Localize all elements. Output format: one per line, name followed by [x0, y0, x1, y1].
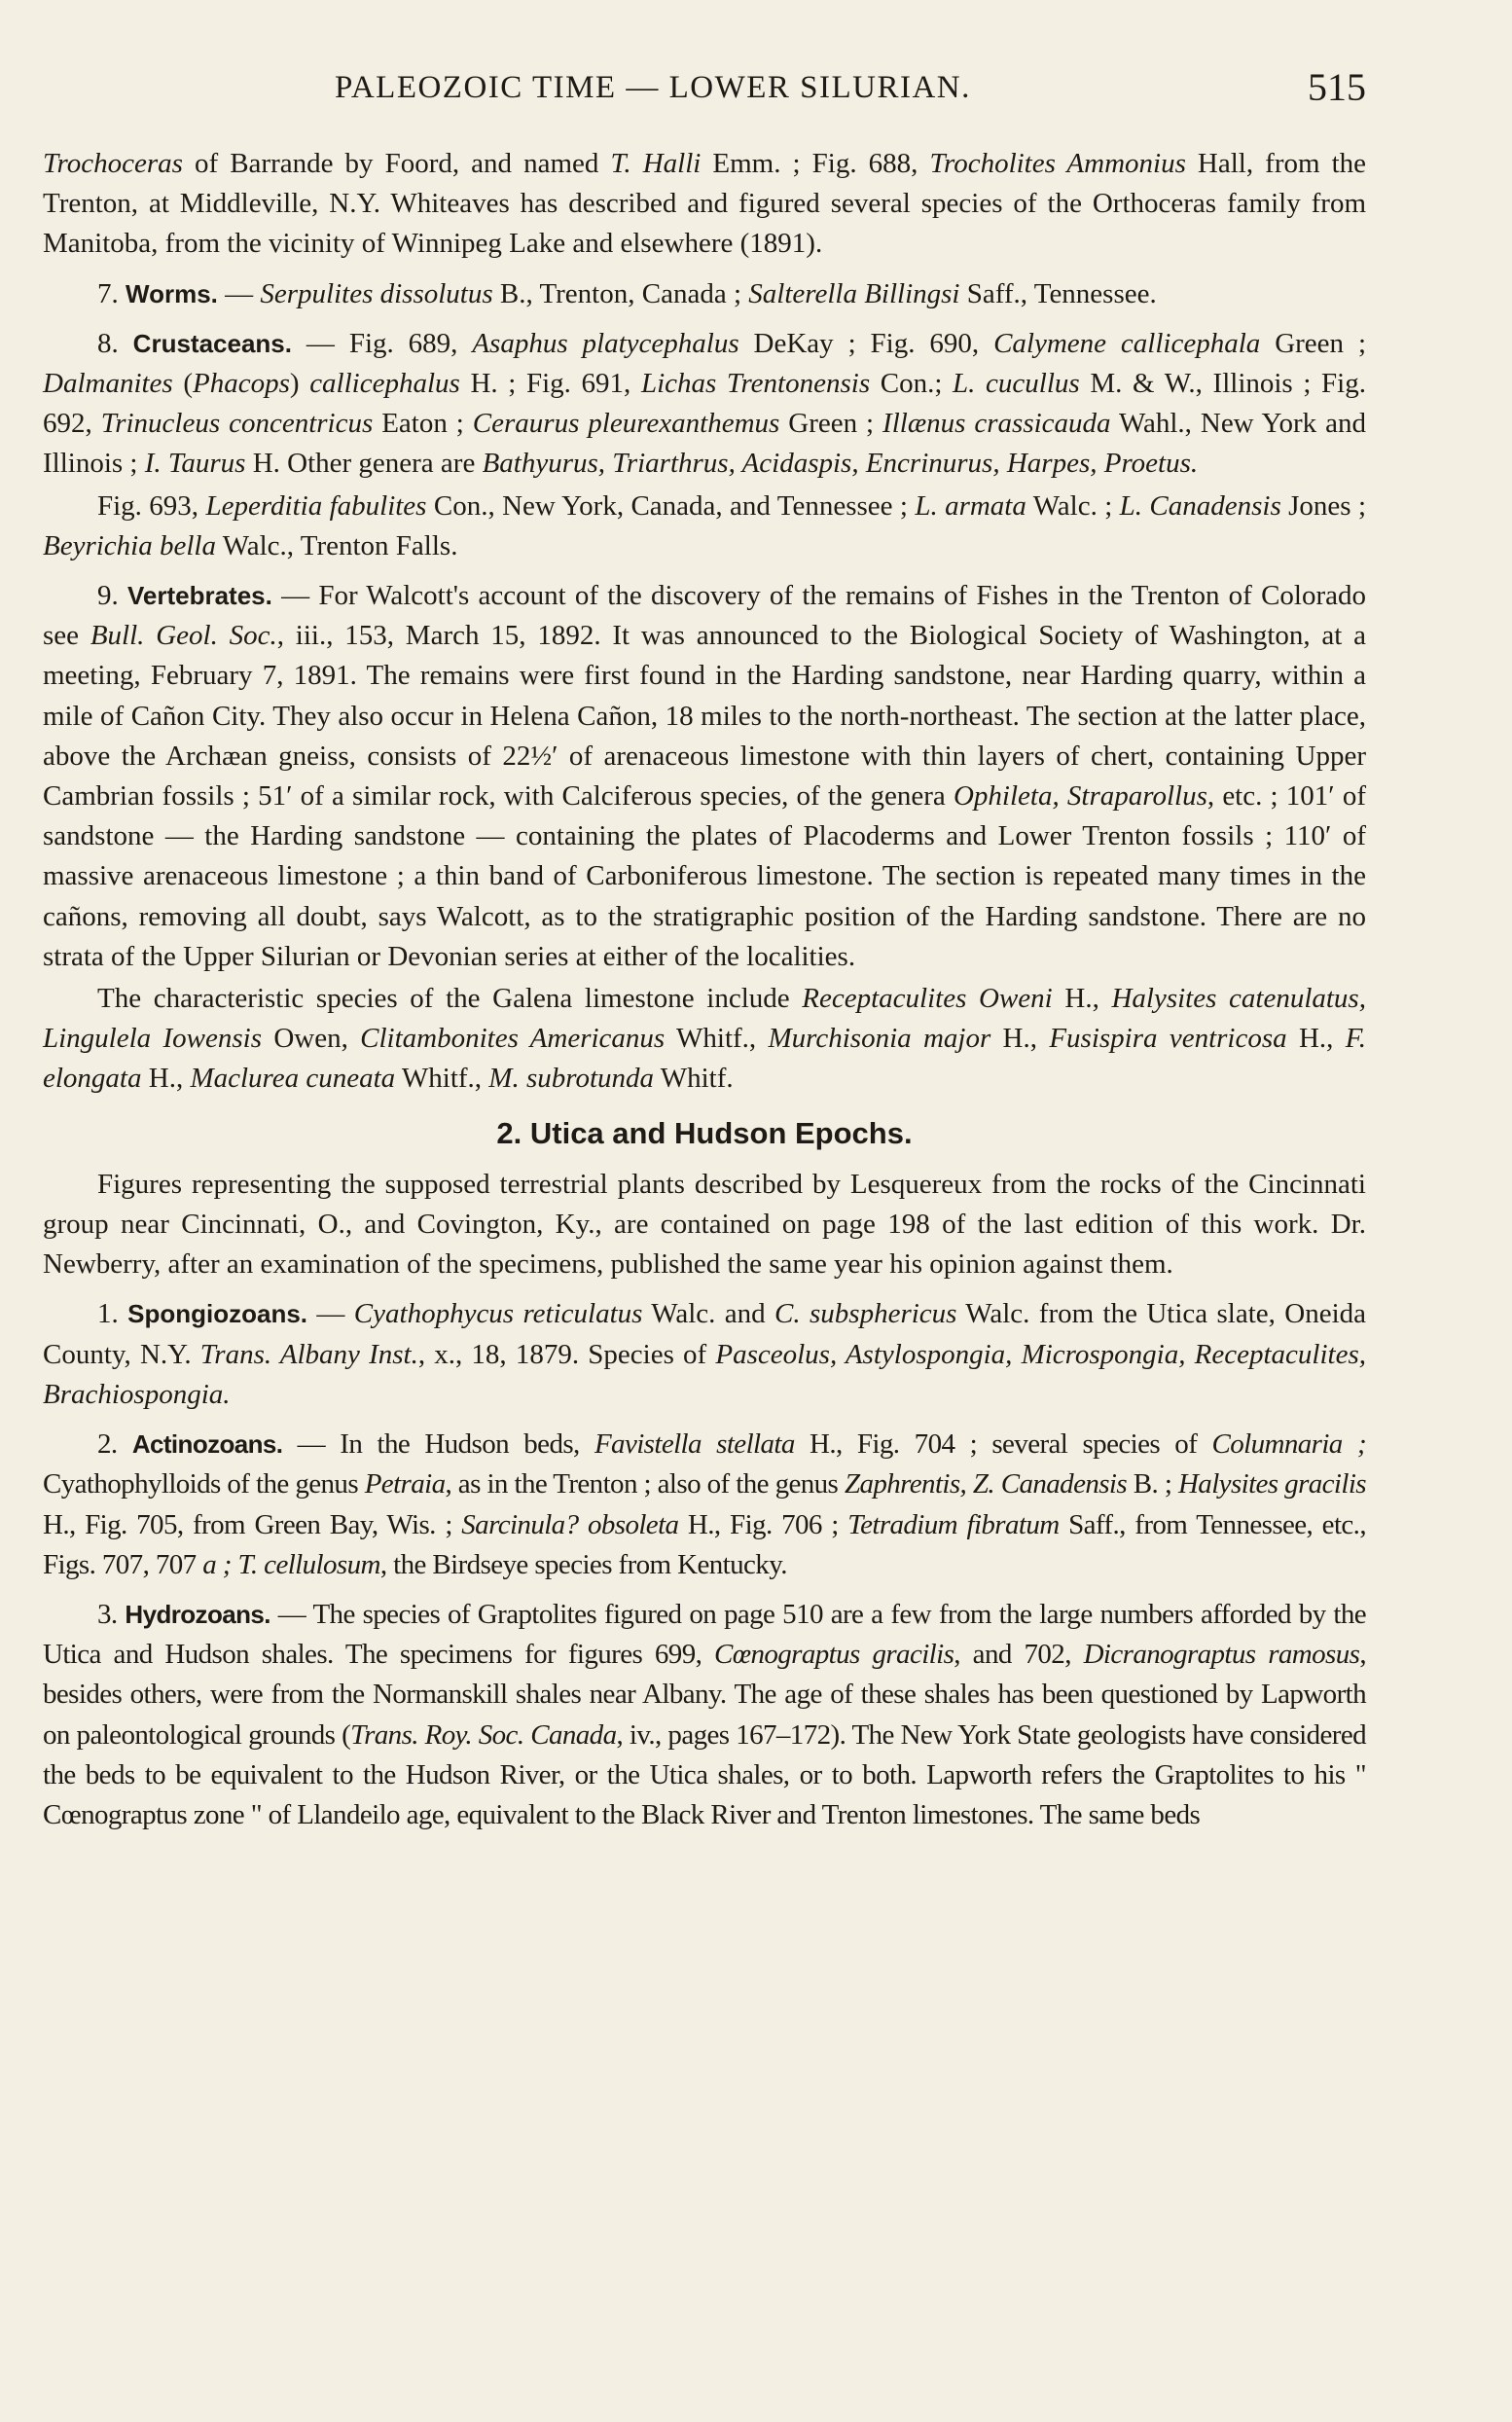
- text-run: Whitf.: [654, 1063, 734, 1095]
- taxon-name: Ceraurus pleurexanthemus: [472, 408, 780, 440]
- text-run: — Fig. 689,: [291, 327, 473, 359]
- text-run: Walc. from the Utica slate, Oneida County, N.Y.: [43, 1298, 1367, 1370]
- text-run: , and 702,: [954, 1639, 1084, 1671]
- text-run: B. ;: [1127, 1468, 1178, 1500]
- taxon-name: L. cucullus: [953, 368, 1080, 400]
- taxon-name: Bathyurus, Triarthrus, Acidaspis, Encrinurus, Harpes, Proetus.: [482, 448, 1199, 480]
- item-number: 1.: [97, 1298, 128, 1330]
- text-run: , the Birdseye species from Kentucky.: [379, 1548, 787, 1580]
- text-run: — For Walcott's account of the discovery of the remains of Fishes in the Trenton of Colorado see: [43, 580, 1366, 652]
- text-run: — In the Hudson beds,: [282, 1428, 594, 1461]
- paragraph-actinozoans: [43, 1425, 1366, 1585]
- text-run: —: [217, 277, 261, 309]
- citation: Trans. Albany Inst.: [199, 1338, 418, 1370]
- text-run: H. ; Fig. 691,: [459, 368, 641, 400]
- text-run: B., Trenton, Canada ;: [492, 277, 749, 309]
- taxon-name: Lichas Trentonensis: [640, 368, 871, 400]
- taxon-name: Fusispira ventricosa: [1049, 1023, 1287, 1055]
- text-run: Saff., from Tennessee, etc., Figs. 707, 707: [43, 1508, 1366, 1580]
- taxon-name: Dalmanites: [43, 368, 173, 400]
- text-run: Walc. and: [642, 1298, 775, 1330]
- text-run: Con., New York, Canada, and Tennessee ;: [426, 489, 916, 522]
- paragraph-figures: [43, 1165, 1366, 1285]
- taxon-name: Dicranograptus ramosus: [1083, 1639, 1360, 1671]
- text-run: DeKay ; Fig. 690,: [738, 327, 994, 359]
- text-run: (: [172, 368, 194, 400]
- citation: Bull. Geol. Soc.: [90, 620, 277, 652]
- taxon-name: Beyrichia bella: [43, 529, 216, 561]
- text-run: —: [307, 1298, 354, 1330]
- taxon-name: L. armata: [915, 489, 1026, 522]
- text-run: M. & W., Illinois ; Fig. 692,: [43, 368, 1366, 440]
- paragraph-spongiozoans: [43, 1294, 1366, 1415]
- text-run: Eaton ;: [373, 408, 473, 440]
- taxon-name: Receptaculites Oweni: [802, 983, 1053, 1015]
- text-run: Green ;: [1260, 327, 1367, 359]
- text-run: Fig. 693,: [97, 489, 206, 522]
- text-run: H., Fig. 706 ;: [678, 1508, 848, 1540]
- taxon-name: Halysites gracilis: [1177, 1468, 1366, 1500]
- text-run: , as in the Trenton ; also of the genus: [445, 1468, 845, 1500]
- taxon-name: Cyathophycus reticulatus: [353, 1298, 643, 1330]
- text-run: , iii., 153, March 15, 1892. It was announced to the Biological Society of Washington, at a meeting, February 7, 1891. The remains were first found in the Harding sandstone, near Harding quarry, within a mile of Cañon City. They also occur in Helena Cañon, 18 miles to the north-northeast. The section at the latter place, above the Archæan gneiss, consists of 22½′ of arenaceous limestone with thin layers of chert, containing Upper Cambrian fossils ; 51′ of a similar rock, with Calciferous species, of the genera: [43, 620, 1367, 813]
- taxon-name: Halysites catenulatus, Lingulela Iowensis: [43, 983, 1366, 1055]
- taxon-name: I. Taurus: [144, 448, 246, 480]
- taxon-name: Calymene callicephala: [993, 327, 1261, 359]
- paragraph-lead: Actinozoans.: [131, 1429, 283, 1460]
- text-run: H.,: [141, 1063, 191, 1095]
- citation: Trans. Roy. Soc. Canada: [350, 1718, 617, 1751]
- text-run: H. Other genera are: [245, 448, 483, 480]
- text-run: , iv., pages 167–172). The New York State geologists have considered the beds to be equivalent to the Hudson River, or the Utica shales, or to both. Lapworth refers the Graptolites to his " Cœnograptus zone " of Llandeilo age, equivalent to the Black River and Trenton limestones. The same beds: [43, 1718, 1367, 1830]
- taxon-name: M. subrotunda: [488, 1063, 655, 1095]
- figure-letter: a ;: [202, 1548, 232, 1580]
- taxon-name: callicephalus: [309, 368, 460, 400]
- taxon-name: Petraia: [364, 1468, 446, 1500]
- text-run: H.,: [1052, 983, 1112, 1015]
- text-run: H., Fig. 705, from Green Bay, Wis. ;: [43, 1508, 462, 1540]
- item-number: 8.: [97, 327, 133, 359]
- text-run: Whitf.,: [395, 1063, 489, 1095]
- paragraph-lead: Crustaceans.: [132, 328, 292, 358]
- item-number: 7.: [97, 277, 126, 309]
- taxon-name: Favistella stellata: [594, 1428, 795, 1461]
- taxon-name: Cœnograptus gracilis: [714, 1639, 954, 1671]
- text-run: H.,: [990, 1023, 1050, 1055]
- taxon-name: Murchisonia major: [768, 1023, 991, 1055]
- text-run: of Barrande by Foord, and named: [182, 148, 611, 179]
- text-run: The characteristic species of the Galena limestone include: [97, 983, 803, 1015]
- taxon-name: Ophileta, Straparollus: [953, 780, 1207, 813]
- text-run: ): [289, 368, 310, 400]
- text-run: Jones ;: [1280, 489, 1367, 522]
- paragraph-leperditia: [43, 487, 1366, 566]
- item-number: 2.: [97, 1428, 132, 1461]
- text-run: Walc. ;: [1026, 489, 1120, 522]
- taxon-name: T. cellulosum: [237, 1548, 380, 1580]
- text-run: H., Fig. 704 ; several species of: [794, 1428, 1212, 1461]
- text-run: , x., 18, 1879. Species of: [417, 1338, 716, 1370]
- taxon-name: T. Halli: [610, 148, 702, 179]
- text-run: Green ;: [779, 408, 883, 440]
- text-run: Figures representing the supposed terrestrial plants described by Lesquereux from the rocks of the Cincinnati group near Cincinnati, O., and Covington, Ky., are contained on page 198 of the last edition of this work. Dr. Newberry, after an examination of the specimens, published the same year his opinion against them.: [43, 1168, 1366, 1281]
- text-run: Wahl., New York and Illinois ;: [43, 408, 1366, 480]
- text-run: [232, 1549, 238, 1580]
- text-run: , besides others, were from the Normanskill shales near Albany. The age of these shales has been questioned by Lapworth on paleontological grounds (: [43, 1639, 1366, 1751]
- taxon-name: Asaphus platycephalus: [472, 327, 739, 359]
- item-number: 9.: [97, 580, 127, 612]
- paragraph-vertebrates: [43, 576, 1366, 977]
- running-title: PALEOZOIC TIME — LOWER SILURIAN.: [335, 70, 971, 105]
- paragraph-worms: [43, 274, 1366, 314]
- text-run: Hall, from the Trenton, at Middleville, N.Y. Whiteaves has described and figured several species of the Orthoceras family from Manitoba, from the vicinity of Winnipeg Lake and elsewhere (1891).: [43, 148, 1367, 260]
- text-run: Con.;: [870, 368, 954, 400]
- taxon-name: Trinucleus concentricus: [100, 408, 374, 440]
- text-run: H.,: [1286, 1023, 1346, 1055]
- paragraph-galena: [43, 979, 1366, 1100]
- page-number: 515: [1308, 65, 1366, 109]
- taxon-name: L. Canadensis: [1119, 489, 1281, 522]
- item-number: 3.: [97, 1598, 126, 1630]
- taxon-name: Phacops: [193, 368, 290, 400]
- taxon-name: Illænus crassicauda: [882, 408, 1111, 440]
- taxon-name: F. elongata: [43, 1023, 1366, 1095]
- taxon-name: Pasceolus, Astylospongia, Microspongia, Receptaculites, Brachiospongia.: [43, 1338, 1366, 1410]
- taxon-name: Serpulites dissolutus: [260, 277, 493, 309]
- taxon-name: Salterella Billingsi: [748, 277, 960, 309]
- text-run: Saff., Tennessee.: [959, 277, 1157, 309]
- text-run: — The species of Graptolites figured on page 510 are a few from the large numbers afforded by the Utica and Hudson shales. The specimens for figures 699,: [43, 1598, 1367, 1671]
- paragraph-lead: Vertebrates.: [126, 581, 272, 611]
- paragraph-crustaceans: [43, 324, 1366, 485]
- taxon-name: Trocholites Ammonius: [929, 148, 1186, 179]
- taxon-name: Columnaria ;: [1211, 1428, 1367, 1461]
- taxon-name: Leperditia fabulites: [205, 489, 427, 522]
- text-run: Cyathophylloids of the genus: [43, 1468, 365, 1500]
- paragraph-lead: Hydrozoans.: [125, 1599, 270, 1629]
- page-header: [43, 62, 1366, 121]
- taxon-name: Tetradium fibratum: [847, 1508, 1060, 1540]
- taxon-name: Maclurea cuneata: [190, 1063, 396, 1095]
- text-run: , etc. ; 101′ of sandstone — the Harding sandstone — containing the plates of Placoderms and Lower Trenton fossils ; 110′ of massive arenaceous limestone ; a thin band of Carboniferous limestone. The section is repeated many times in the cañons, removing all doubt, says Walcott, as to the stratigraphic position of the Harding sandstone. There are no strata of the Upper Silurian or Devonian series at either of the localities.: [43, 780, 1366, 972]
- section-heading: 2. Utica and Hudson Epochs.: [496, 1115, 913, 1150]
- body-text: [43, 144, 1366, 1845]
- text-run: Emm. ; Fig. 688,: [701, 148, 930, 179]
- text-run: Whitf.,: [665, 1023, 769, 1055]
- text-run: Walc., Trenton Falls.: [215, 529, 458, 561]
- paragraph-trochoceras: [43, 144, 1366, 265]
- taxon-name: Sarcinula? obsoleta: [461, 1508, 679, 1540]
- text-run: Owen,: [262, 1023, 361, 1055]
- paragraph-lead: Worms.: [126, 278, 218, 308]
- taxon-name: Zaphrentis, Z. Canadensis: [844, 1468, 1128, 1500]
- paragraph-lead: Spongiozoans.: [127, 1299, 308, 1329]
- taxon-name: Clitambonites Americanus: [360, 1023, 666, 1055]
- taxon-name: Trochoceras: [43, 148, 183, 179]
- taxon-name: C. subsphericus: [774, 1298, 957, 1330]
- paragraph-hydrozoans: [43, 1595, 1366, 1835]
